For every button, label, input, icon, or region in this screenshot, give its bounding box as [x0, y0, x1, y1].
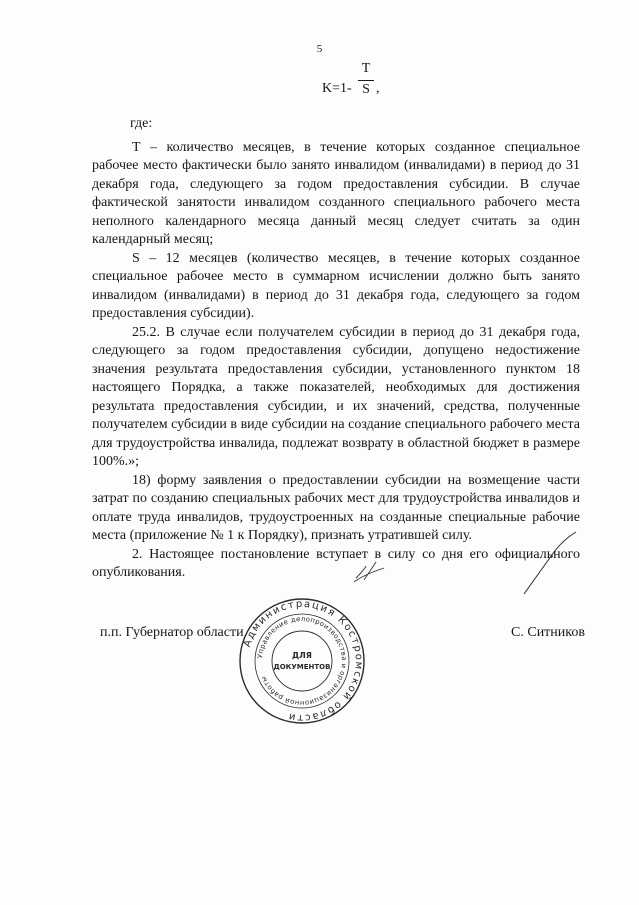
signatory-position: п.п. Губернатор области: [100, 625, 244, 640]
formula-lhs: K=1-: [322, 81, 352, 96]
paragraph-s-definition: S – 12 месяцев (количество месяцев, в течение которых созданное специальное рабочее место в суммарном исчислении должно быть занято инвалидом (инвалидами) в период до 31 декабря года, следующего за годом предоставления субсидии).: [92, 250, 580, 321]
svg-text:Администрация Костромской обла: Администрация Костромской области: [241, 598, 365, 724]
paragraph-t-definition: Т – количество месяцев, в течение которых созданное специальное рабочее место фактически было занято инвалидом (инвалидами) в период до 31 декабря года, следующего за годом предоставления субсидии. В случае фактической занятости инвалидом созданного специального рабочего места неполного календарного месяца данный месяц следует считать за один календарный месяц;: [92, 139, 580, 247]
paragraph-where: где:: [130, 116, 153, 131]
paragraph-25-2: 25.2. В случае если получателем субсидии в период до 31 декабря года, следующего за годом предоставления субсидии, допущено недостижение значения результата предоставления субсидии, установленного пунктом 18 настоящего Порядка, а также показателей, необходимых для достижения результата предоставления субсидии, и их значений, средства, полученные получателем субсидии в виде субсидии на создание специального рабочего места для трудоустройства инвалида, подлежат возврату в областной бюджет в размере 100%.»;: [92, 324, 580, 469]
fraction-bar: [358, 80, 374, 81]
svg-text:Управление делопроизводства и: Управление делопроизводства и организационной работы: [256, 614, 349, 708]
formula-numerator: T: [361, 61, 371, 76]
page-number: 5: [316, 43, 323, 55]
svg-text:ДЛЯ: ДЛЯ: [292, 651, 312, 660]
document-body: [92, 115, 580, 583]
paragraph-item-18: 18) форму заявления о предоставлении субсидии на возмещение части затрат по созданию специальных рабочих мест для трудоустройства инвалидов и оплате труда инвалидов, трудоустроенных на созданные специальные рабочие места (приложение № 1 к Порядку), признать утратившей силу.: [92, 472, 580, 543]
official-stamp: [238, 597, 366, 725]
formula-denominator: S: [362, 82, 370, 97]
stamp-seal: [238, 597, 366, 725]
signature-mark: [520, 528, 580, 598]
svg-text:ДОКУМЕНТОВ: ДОКУМЕНТОВ: [273, 663, 331, 671]
formula-fraction: [358, 62, 374, 97]
initial-mark: [352, 556, 388, 586]
signatory-name: С. Ситников: [511, 625, 585, 640]
formula-trail: ,: [376, 81, 380, 96]
paragraph-effective-date: 2. Настоящее постановление вступает в силу со дня его официального опубликования.: [92, 546, 580, 580]
